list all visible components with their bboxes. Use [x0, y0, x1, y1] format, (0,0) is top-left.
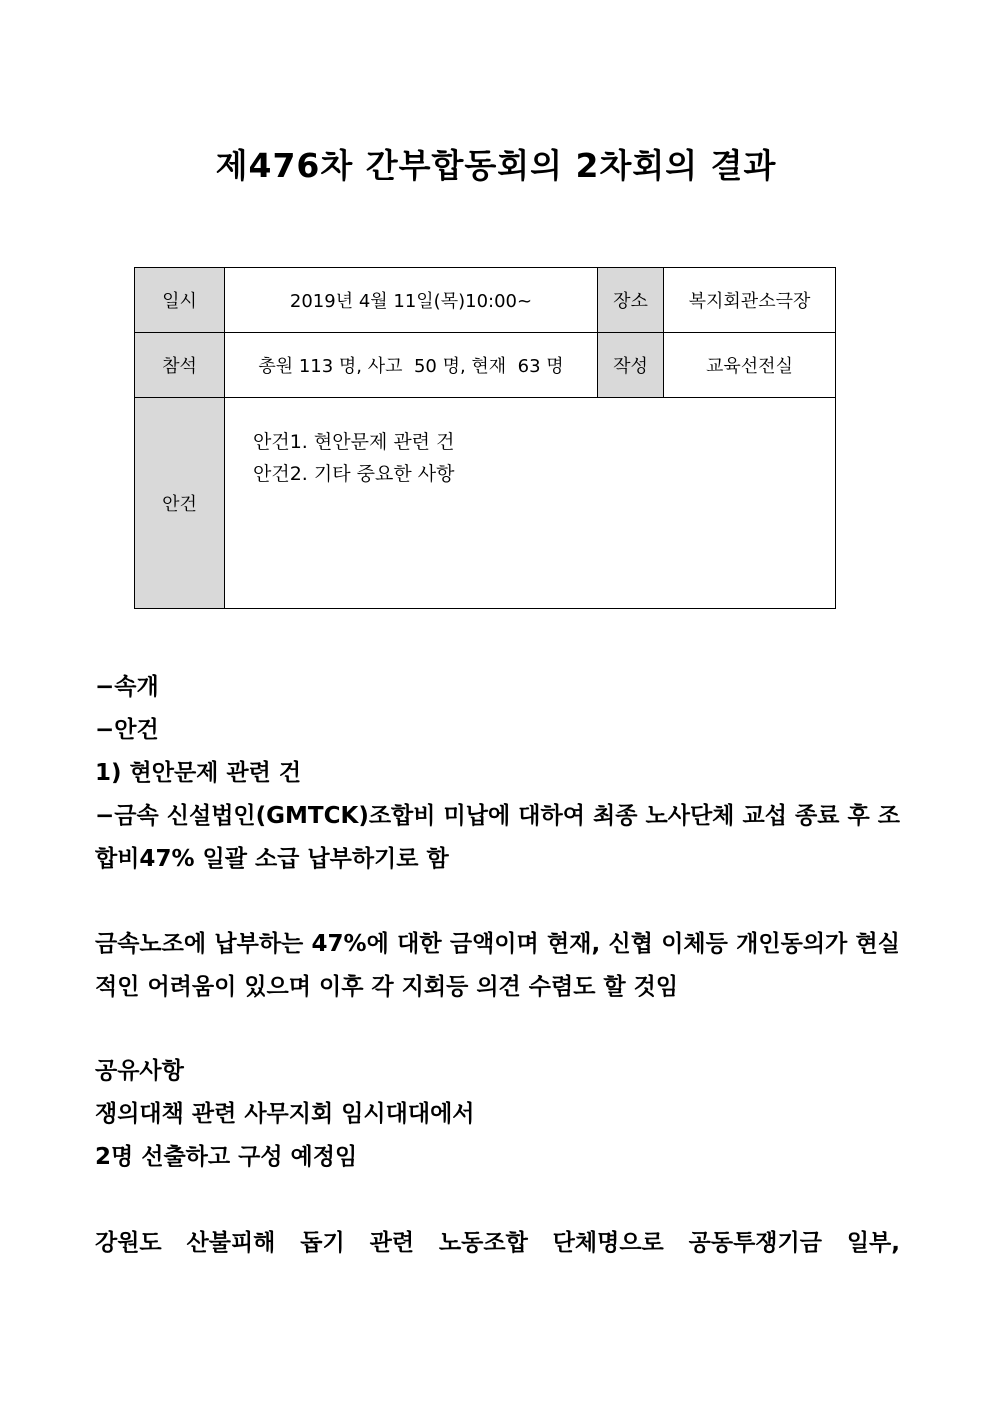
body-section-3: [95, 1050, 900, 1179]
body-section-4: [95, 1222, 900, 1265]
body-section-2: [95, 923, 900, 1009]
author-value: 교육선전실: [664, 333, 836, 398]
body-paragraph-wildfire: 강원도 산불피해 돕기 관련 노동조합 단체명으로 공동투쟁기금 일부,: [95, 1230, 900, 1256]
location-value: 복지회관소극장: [664, 268, 836, 333]
body-section-1: [95, 666, 900, 881]
body-paragraph-amount: 금속노조에 납부하는 47%에 대한 금액이며 현재, 신협 이체등 개인동의가 현실적인 어려움이 있으며 이후 각 지회등 의견 수렴도 할 것임: [95, 931, 900, 1000]
agenda-item-1: 안건1. 현안문제 관련 건: [253, 431, 455, 453]
body-line-item-1: 1) 현안문제 관련 건: [95, 760, 302, 786]
body-line-shared-items: 공유사항: [95, 1058, 184, 1084]
body-line-resume: −속개: [95, 674, 159, 700]
agenda-list: [225, 398, 836, 609]
agenda-item-2: 안건2. 기타 중요한 사항: [253, 463, 455, 485]
document-title: 제476차 간부합동회의 2차회의 결과: [215, 146, 777, 185]
table-row: [135, 268, 836, 333]
datetime-value: 2019년 4월 11일(목)10:00~: [225, 268, 598, 333]
body-line-election: 2명 선출하고 구성 예정임: [95, 1144, 358, 1170]
author-label: 작성: [598, 333, 664, 398]
meeting-info-table: [134, 267, 836, 609]
body-line-agenda: −안건: [95, 717, 159, 743]
attendance-label: 참석: [135, 333, 225, 398]
datetime-label: 일시: [135, 268, 225, 333]
body-line-dispute-committee: 쟁의대책 관련 사무지회 임시대대에서: [95, 1101, 475, 1127]
table-row: [135, 333, 836, 398]
table-row: [135, 398, 836, 609]
agenda-label: 안건: [135, 398, 225, 609]
body-paragraph-dues: −금속 신설법인(GMTCK)조합비 미납에 대하여 최종 노사단체 교섭 종료 후 조합비47% 일괄 소급 납부하기로 함: [95, 803, 900, 872]
attendance-value: 총원 113 명, 사고 50 명, 현재 63 명: [225, 333, 598, 398]
location-label: 장소: [598, 268, 664, 333]
